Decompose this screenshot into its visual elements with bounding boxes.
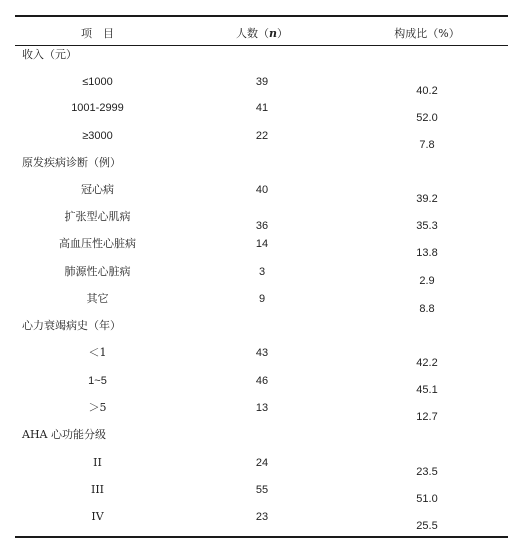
- row-label: IV: [91, 510, 104, 523]
- row-ratio: 42.2: [416, 357, 438, 369]
- header-count-n: n: [269, 27, 277, 40]
- row-label: ≥3000: [82, 130, 113, 142]
- row-label: III: [90, 483, 105, 496]
- row-count: 23: [255, 511, 269, 523]
- row-ratio: 45.1: [416, 384, 438, 396]
- section-title-history: 心力衰竭病史（年）: [22, 319, 121, 332]
- header-ratio: 构成比（%）: [394, 27, 460, 40]
- header-item: 项 目: [81, 27, 114, 40]
- section-title-diagnosis: 原发疾病诊断（例）: [22, 156, 121, 169]
- row-label: 扩张型心肌病: [64, 210, 131, 223]
- table-header-rule: [15, 45, 508, 46]
- row-label: ≤1000: [82, 76, 113, 88]
- table-top-rule: [15, 15, 508, 17]
- row-count: 36: [255, 220, 269, 232]
- row-label: 1~5: [88, 375, 107, 387]
- row-label: 冠心病: [81, 183, 114, 196]
- row-ratio: 51.0: [416, 493, 438, 505]
- row-ratio: 7.8: [419, 139, 435, 151]
- row-ratio: 52.0: [416, 112, 438, 124]
- row-count: 22: [255, 130, 269, 142]
- row-label: 肺源性心脏病: [64, 265, 131, 278]
- row-ratio: 8.8: [419, 303, 435, 315]
- row-label: 1001-2999: [71, 102, 124, 114]
- row-label: 其它: [86, 292, 109, 305]
- row-count: 9: [258, 293, 266, 305]
- row-count: 39: [255, 76, 269, 88]
- row-ratio: 13.8: [416, 247, 438, 259]
- row-count: 43: [255, 347, 269, 359]
- row-ratio: 39.2: [416, 193, 438, 205]
- row-ratio: 25.5: [416, 520, 438, 532]
- table-bottom-rule: [15, 536, 508, 538]
- row-ratio: 2.9: [419, 275, 435, 287]
- row-label: ＜1: [88, 346, 107, 359]
- row-count: 46: [255, 375, 269, 387]
- row-count: 40: [255, 184, 269, 196]
- row-ratio: 35.3: [416, 220, 438, 232]
- header-count: [232, 27, 292, 41]
- row-label: ＞5: [88, 401, 107, 414]
- header-count-prefix: 人数（: [236, 27, 269, 40]
- row-count: 13: [255, 402, 269, 414]
- row-count: 24: [255, 457, 269, 469]
- header-count-suffix: ）: [277, 27, 288, 40]
- row-count: 41: [255, 102, 269, 114]
- section-title-aha: AHA 心功能分级: [22, 428, 106, 441]
- row-label: II: [93, 456, 102, 469]
- row-ratio: 40.2: [416, 85, 438, 97]
- row-count: 55: [255, 484, 269, 496]
- row-label: 高血压性心脏病: [59, 237, 136, 250]
- row-ratio: 12.7: [416, 411, 438, 423]
- section-title-income: 收入（元）: [22, 48, 77, 61]
- row-count: 3: [258, 266, 266, 278]
- row-ratio: 23.5: [416, 466, 438, 478]
- row-count: 14: [255, 238, 269, 250]
